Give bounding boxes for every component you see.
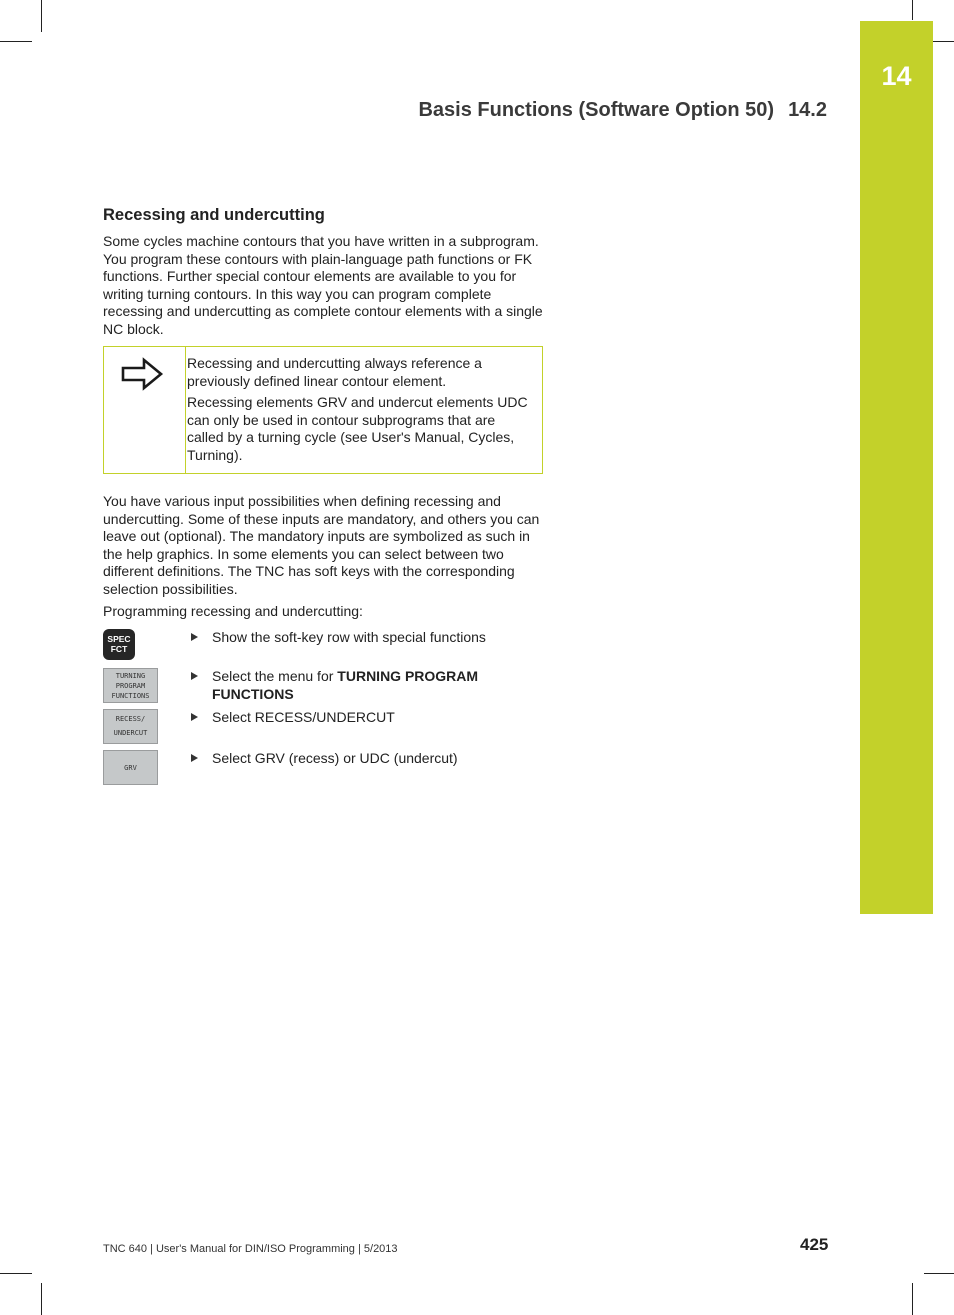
intro-paragraph: Some cycles machine contours that you have written in a subprogram. You program these contours with plain-language path functions or FK functions. Further special contour elements are available to you for writing turning contours. In this way you can program complete recessing and undercutting as complete contour elements with a single NC block. bbox=[103, 233, 543, 337]
running-head-section: 14.2 bbox=[788, 99, 827, 121]
step-text bbox=[191, 709, 541, 727]
running-head bbox=[418, 99, 827, 122]
crop-mark bbox=[0, 41, 32, 42]
step-text bbox=[191, 668, 541, 703]
step-label: Show the soft-key row with special functions bbox=[212, 629, 486, 645]
step-text bbox=[191, 629, 541, 647]
step-label-bold: TURNING PROGRAM FUNCTIONS bbox=[212, 668, 479, 702]
chapter-tab bbox=[860, 21, 933, 914]
crop-mark bbox=[924, 1273, 954, 1274]
step-label: Select RECESS/UNDERCUT bbox=[212, 709, 395, 725]
turning-program-functions-softkey[interactable]: TURNING PROGRAM FUNCTIONS bbox=[103, 668, 158, 703]
step-label: Select GRV (recess) or UDC (undercut) bbox=[212, 750, 458, 766]
chapter-number: 14 bbox=[881, 61, 912, 91]
step-label: Select the menu for bbox=[212, 668, 338, 684]
running-head-title: Basis Functions (Software Option 50) bbox=[418, 99, 775, 121]
crop-mark bbox=[912, 0, 913, 20]
crop-mark bbox=[912, 1283, 913, 1315]
note-box bbox=[103, 346, 543, 474]
section-heading: Recessing and undercutting bbox=[103, 206, 325, 224]
bullet-triangle-icon bbox=[191, 713, 198, 721]
step-text bbox=[191, 750, 541, 768]
arrow-right-outline-icon bbox=[120, 357, 164, 391]
body-paragraph bbox=[103, 493, 543, 599]
input-possibilities-text: You have various input possibilities when defining recessing and undercutting. Some of these inputs are mandatory, and others you can leave out (optional). The mandatory inputs are symbolized as such in the help graphics. In some elements you can select between two different definitions. The TNC has soft keys with the corresponding selection possibilities. bbox=[103, 493, 540, 597]
steps-intro-text: Programming recessing and undercutting: bbox=[103, 603, 363, 619]
crop-mark bbox=[41, 1283, 42, 1315]
note-icon-cell bbox=[104, 347, 186, 473]
note-text bbox=[187, 355, 532, 465]
page-number: 425 bbox=[800, 1235, 829, 1254]
note-paragraph: Recessing elements GRV and undercut elements UDC can only be used in contour subprograms that are called by a turning cycle (see User's Manual, Cycles, Turning). bbox=[187, 394, 528, 463]
bullet-triangle-icon bbox=[191, 633, 198, 641]
recess-undercut-softkey[interactable]: RECESS/ UNDERCUT bbox=[103, 709, 158, 744]
footer-text: TNC 640 | User's Manual for DIN/ISO Programming | 5/2013 bbox=[103, 1243, 398, 1255]
crop-mark bbox=[0, 1273, 32, 1274]
crop-mark bbox=[41, 0, 42, 32]
bullet-triangle-icon bbox=[191, 754, 198, 762]
spec-fct-key[interactable]: SPEC FCT bbox=[103, 629, 135, 660]
note-paragraph: Recessing and undercutting always reference a previously defined linear contour element. bbox=[187, 355, 482, 389]
steps-intro bbox=[103, 603, 543, 621]
grv-softkey[interactable]: GRV bbox=[103, 750, 158, 785]
section-content bbox=[103, 206, 543, 339]
bullet-triangle-icon bbox=[191, 672, 198, 680]
